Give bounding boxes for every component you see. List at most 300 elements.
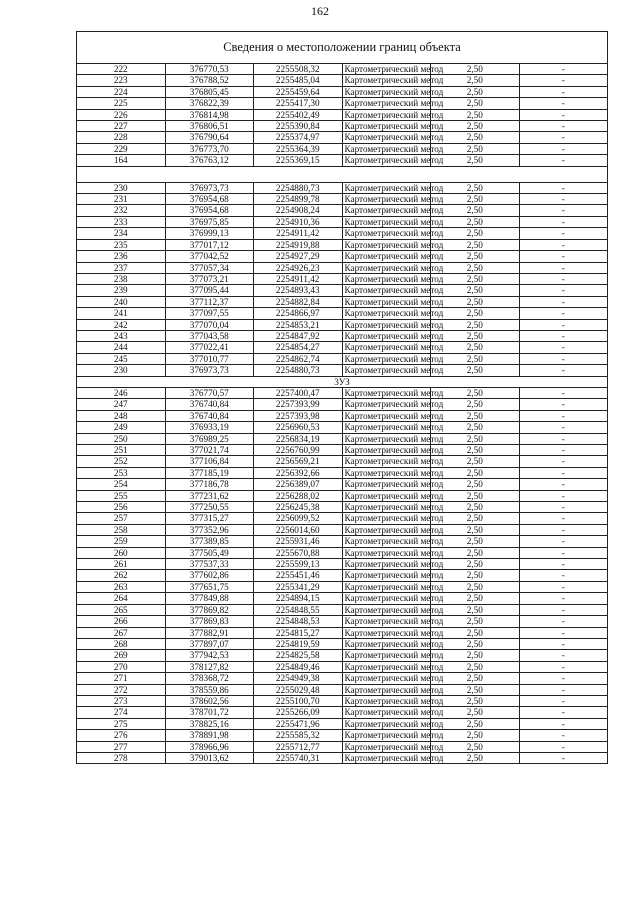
- table-row: [77, 399, 608, 410]
- note-cell: -: [519, 661, 608, 672]
- note-cell: -: [519, 581, 608, 592]
- coord-y-cell: 2254825,58: [254, 650, 343, 661]
- table-row: [77, 342, 608, 353]
- note-cell: -: [519, 121, 608, 132]
- point-number-cell: 258: [77, 524, 166, 535]
- method-cell: Картометрический метод: [342, 342, 431, 353]
- accuracy-cell: 2,50: [431, 524, 520, 535]
- method-cell: Картометрический метод: [342, 627, 431, 638]
- coord-x-cell: 376973,73: [165, 182, 254, 193]
- note-cell: -: [519, 730, 608, 741]
- note-cell: -: [519, 216, 608, 227]
- accuracy-cell: 2,50: [431, 109, 520, 120]
- note-cell: -: [519, 330, 608, 341]
- coord-y-cell: 2254849,46: [254, 661, 343, 672]
- note-cell: -: [519, 387, 608, 398]
- accuracy-cell: 2,50: [431, 399, 520, 410]
- coord-y-cell: 2254927,29: [254, 251, 343, 262]
- table-row: [77, 365, 608, 376]
- point-number-cell: 238: [77, 273, 166, 284]
- table-row: [77, 296, 608, 307]
- point-number-cell: 274: [77, 707, 166, 718]
- accuracy-cell: 2,50: [431, 433, 520, 444]
- note-cell: -: [519, 479, 608, 490]
- method-cell: Картометрический метод: [342, 707, 431, 718]
- point-number-cell: 256: [77, 502, 166, 513]
- method-cell: Картометрический метод: [342, 616, 431, 627]
- accuracy-cell: 2,50: [431, 581, 520, 592]
- method-cell: Картометрический метод: [342, 319, 431, 330]
- method-cell: Картометрический метод: [342, 479, 431, 490]
- coord-x-cell: 377869,83: [165, 616, 254, 627]
- accuracy-cell: 2,50: [431, 285, 520, 296]
- coord-x-cell: 376770,57: [165, 387, 254, 398]
- table-row: [77, 513, 608, 524]
- coord-x-cell: 376822,39: [165, 98, 254, 109]
- coord-y-cell: 2254853,21: [254, 319, 343, 330]
- table-row: [77, 75, 608, 86]
- coord-y-cell: 2254819,59: [254, 638, 343, 649]
- note-cell: -: [519, 155, 608, 166]
- note-cell: -: [519, 308, 608, 319]
- point-number-cell: 278: [77, 752, 166, 763]
- coord-y-cell: 2254911,42: [254, 228, 343, 239]
- point-number-cell: 252: [77, 456, 166, 467]
- accuracy-cell: 2,50: [431, 616, 520, 627]
- table-row: [77, 456, 608, 467]
- point-number-cell: 234: [77, 228, 166, 239]
- coord-x-cell: 377097,55: [165, 308, 254, 319]
- table-row: [77, 752, 608, 763]
- coord-x-cell: 376773,70: [165, 143, 254, 154]
- separator-row: [77, 166, 608, 182]
- coord-x-cell: 377352,96: [165, 524, 254, 535]
- note-cell: -: [519, 64, 608, 75]
- method-cell: Картометрический метод: [342, 155, 431, 166]
- point-number-cell: 272: [77, 684, 166, 695]
- accuracy-cell: 2,50: [431, 387, 520, 398]
- table-row: [77, 536, 608, 547]
- point-number-cell: 269: [77, 650, 166, 661]
- table-row: [77, 155, 608, 166]
- point-number-cell: 263: [77, 581, 166, 592]
- method-cell: Картометрический метод: [342, 752, 431, 763]
- coord-y-cell: 2255508,32: [254, 64, 343, 75]
- table-row: [77, 205, 608, 216]
- accuracy-cell: 2,50: [431, 86, 520, 97]
- coord-y-cell: 2254882,84: [254, 296, 343, 307]
- point-number-cell: 248: [77, 410, 166, 421]
- point-number-cell: 262: [77, 570, 166, 581]
- coord-x-cell: 376740,84: [165, 410, 254, 421]
- coord-x-cell: 377057,34: [165, 262, 254, 273]
- accuracy-cell: 2,50: [431, 730, 520, 741]
- point-number-cell: 230: [77, 365, 166, 376]
- coord-x-cell: 378891,98: [165, 730, 254, 741]
- accuracy-cell: 2,50: [431, 593, 520, 604]
- point-number-cell: 222: [77, 64, 166, 75]
- coord-x-cell: 377106,84: [165, 456, 254, 467]
- coord-y-cell: 2255485,04: [254, 75, 343, 86]
- method-cell: Картометрический метод: [342, 559, 431, 570]
- method-cell: Картометрический метод: [342, 467, 431, 478]
- note-cell: -: [519, 86, 608, 97]
- point-number-cell: 236: [77, 251, 166, 262]
- table-row: [77, 547, 608, 558]
- note-cell: -: [519, 536, 608, 547]
- method-cell: Картометрический метод: [342, 399, 431, 410]
- note-cell: -: [519, 650, 608, 661]
- coord-x-cell: 377186,78: [165, 479, 254, 490]
- method-cell: Картометрический метод: [342, 673, 431, 684]
- accuracy-cell: 2,50: [431, 132, 520, 143]
- note-cell: -: [519, 319, 608, 330]
- point-number-cell: 230: [77, 182, 166, 193]
- accuracy-cell: 2,50: [431, 239, 520, 250]
- coord-y-cell: 2254949,38: [254, 673, 343, 684]
- coord-y-cell: 2254815,27: [254, 627, 343, 638]
- accuracy-cell: 2,50: [431, 752, 520, 763]
- method-cell: Картометрический метод: [342, 650, 431, 661]
- coord-y-cell: 2254910,36: [254, 216, 343, 227]
- note-cell: -: [519, 132, 608, 143]
- coord-x-cell: 378127,82: [165, 661, 254, 672]
- method-cell: Картометрический метод: [342, 75, 431, 86]
- method-cell: Картометрический метод: [342, 98, 431, 109]
- table-row: [77, 239, 608, 250]
- coord-y-cell: 2255369,15: [254, 155, 343, 166]
- table-row: [77, 479, 608, 490]
- accuracy-cell: 2,50: [431, 182, 520, 193]
- table-title: Сведения о местоположении границ объекта: [77, 32, 608, 64]
- table-row: [77, 684, 608, 695]
- coord-x-cell: 376975,85: [165, 216, 254, 227]
- method-cell: Картометрический метод: [342, 536, 431, 547]
- table-row: [77, 638, 608, 649]
- table-row: [77, 353, 608, 364]
- coord-x-cell: 376989,25: [165, 433, 254, 444]
- coord-y-cell: 2255459,64: [254, 86, 343, 97]
- note-cell: -: [519, 365, 608, 376]
- coord-y-cell: 2257393,99: [254, 399, 343, 410]
- accuracy-cell: 2,50: [431, 330, 520, 341]
- note-cell: -: [519, 143, 608, 154]
- point-number-cell: 164: [77, 155, 166, 166]
- table-row: [77, 330, 608, 341]
- method-cell: Картометрический метод: [342, 86, 431, 97]
- coord-x-cell: 377022,41: [165, 342, 254, 353]
- table-row: [77, 524, 608, 535]
- coord-x-cell: 376805,45: [165, 86, 254, 97]
- point-number-cell: 267: [77, 627, 166, 638]
- note-cell: -: [519, 228, 608, 239]
- method-cell: Картометрический метод: [342, 330, 431, 341]
- method-cell: Картометрический метод: [342, 194, 431, 205]
- note-cell: -: [519, 502, 608, 513]
- table-row: [77, 707, 608, 718]
- method-cell: Картометрический метод: [342, 593, 431, 604]
- note-cell: -: [519, 547, 608, 558]
- table-row: [77, 121, 608, 132]
- method-cell: Картометрический метод: [342, 228, 431, 239]
- accuracy-cell: 2,50: [431, 98, 520, 109]
- accuracy-cell: 2,50: [431, 308, 520, 319]
- point-number-cell: 260: [77, 547, 166, 558]
- coord-y-cell: 2254880,73: [254, 365, 343, 376]
- note-cell: -: [519, 604, 608, 615]
- table-row: [77, 86, 608, 97]
- note-cell: -: [519, 98, 608, 109]
- coord-y-cell: 2256014,60: [254, 524, 343, 535]
- method-cell: Картометрический метод: [342, 182, 431, 193]
- table-row: [77, 559, 608, 570]
- method-cell: Картометрический метод: [342, 502, 431, 513]
- point-number-cell: 251: [77, 445, 166, 456]
- coord-y-cell: 2256099,52: [254, 513, 343, 524]
- method-cell: Картометрический метод: [342, 121, 431, 132]
- coord-y-cell: 2256245,38: [254, 502, 343, 513]
- coord-y-cell: 2257393,98: [254, 410, 343, 421]
- note-cell: -: [519, 422, 608, 433]
- table-row: [77, 228, 608, 239]
- method-cell: Картометрический метод: [342, 64, 431, 75]
- coord-x-cell: 376790,64: [165, 132, 254, 143]
- coord-y-cell: 2255670,88: [254, 547, 343, 558]
- note-cell: -: [519, 513, 608, 524]
- coord-x-cell: 377651,75: [165, 581, 254, 592]
- note-cell: -: [519, 707, 608, 718]
- note-cell: -: [519, 559, 608, 570]
- coord-y-cell: 2255931,46: [254, 536, 343, 547]
- table-row: [77, 570, 608, 581]
- coord-x-cell: 377315,27: [165, 513, 254, 524]
- point-number-cell: 231: [77, 194, 166, 205]
- note-cell: -: [519, 342, 608, 353]
- coord-x-cell: 378966,96: [165, 741, 254, 752]
- note-cell: -: [519, 285, 608, 296]
- coord-y-cell: 2255712,77: [254, 741, 343, 752]
- table-row: [77, 490, 608, 501]
- table-row: [77, 695, 608, 706]
- page-number: 162: [311, 4, 329, 18]
- point-number-cell: 250: [77, 433, 166, 444]
- note-cell: -: [519, 524, 608, 535]
- point-number-cell: 268: [77, 638, 166, 649]
- coord-y-cell: 2255364,39: [254, 143, 343, 154]
- coord-y-cell: 2255266,09: [254, 707, 343, 718]
- coord-x-cell: 377185,19: [165, 467, 254, 478]
- point-number-cell: 253: [77, 467, 166, 478]
- coord-y-cell: 2255390,84: [254, 121, 343, 132]
- point-number-cell: 229: [77, 143, 166, 154]
- accuracy-cell: 2,50: [431, 741, 520, 752]
- accuracy-cell: 2,50: [431, 353, 520, 364]
- point-number-cell: 232: [77, 205, 166, 216]
- table-row: [77, 285, 608, 296]
- accuracy-cell: 2,50: [431, 707, 520, 718]
- coord-y-cell: 2254847,92: [254, 330, 343, 341]
- accuracy-cell: 2,50: [431, 143, 520, 154]
- method-cell: Картометрический метод: [342, 109, 431, 120]
- coord-y-cell: 2254880,73: [254, 182, 343, 193]
- method-cell: Картометрический метод: [342, 422, 431, 433]
- coord-x-cell: 378559,86: [165, 684, 254, 695]
- coord-x-cell: 377537,33: [165, 559, 254, 570]
- point-number-cell: 257: [77, 513, 166, 524]
- note-cell: -: [519, 570, 608, 581]
- note-cell: -: [519, 433, 608, 444]
- coord-x-cell: 377021,74: [165, 445, 254, 456]
- coord-y-cell: 2255451,46: [254, 570, 343, 581]
- accuracy-cell: 2,50: [431, 273, 520, 284]
- coord-x-cell: 377602,86: [165, 570, 254, 581]
- method-cell: Картометрический метод: [342, 695, 431, 706]
- point-number-cell: 277: [77, 741, 166, 752]
- table-row: [77, 627, 608, 638]
- method-cell: Картометрический метод: [342, 730, 431, 741]
- method-cell: Картометрический метод: [342, 547, 431, 558]
- table-row: [77, 433, 608, 444]
- accuracy-cell: 2,50: [431, 155, 520, 166]
- note-cell: -: [519, 616, 608, 627]
- point-number-cell: 235: [77, 239, 166, 250]
- coord-x-cell: 378825,16: [165, 718, 254, 729]
- method-cell: Картометрический метод: [342, 638, 431, 649]
- coord-x-cell: 376806,51: [165, 121, 254, 132]
- coord-y-cell: 2256760,99: [254, 445, 343, 456]
- table-row: [77, 730, 608, 741]
- coord-y-cell: 2255417,30: [254, 98, 343, 109]
- point-number-cell: 255: [77, 490, 166, 501]
- accuracy-cell: 2,50: [431, 695, 520, 706]
- table-row: [77, 216, 608, 227]
- table-row: [77, 593, 608, 604]
- accuracy-cell: 2,50: [431, 228, 520, 239]
- point-number-cell: 245: [77, 353, 166, 364]
- coord-y-cell: 2255100,70: [254, 695, 343, 706]
- section-label: 3УЗ: [77, 376, 608, 387]
- method-cell: Картометрический метод: [342, 143, 431, 154]
- coord-y-cell: 2254911,42: [254, 273, 343, 284]
- accuracy-cell: 2,50: [431, 604, 520, 615]
- coord-y-cell: 2256960,53: [254, 422, 343, 433]
- table-row: [77, 741, 608, 752]
- point-number-cell: 239: [77, 285, 166, 296]
- method-cell: Картометрический метод: [342, 251, 431, 262]
- point-number-cell: 259: [77, 536, 166, 547]
- note-cell: -: [519, 410, 608, 421]
- coord-y-cell: 2255599,13: [254, 559, 343, 570]
- coord-x-cell: 377043,58: [165, 330, 254, 341]
- coord-x-cell: 379013,62: [165, 752, 254, 763]
- method-cell: Картометрический метод: [342, 581, 431, 592]
- accuracy-cell: 2,50: [431, 319, 520, 330]
- coord-x-cell: 378602,56: [165, 695, 254, 706]
- point-number-cell: 242: [77, 319, 166, 330]
- section-row: [77, 376, 608, 387]
- coord-x-cell: 377095,44: [165, 285, 254, 296]
- accuracy-cell: 2,50: [431, 75, 520, 86]
- note-cell: -: [519, 627, 608, 638]
- accuracy-cell: 2,50: [431, 650, 520, 661]
- point-number-cell: 225: [77, 98, 166, 109]
- table-row: [77, 98, 608, 109]
- method-cell: Картометрический метод: [342, 387, 431, 398]
- note-cell: -: [519, 718, 608, 729]
- point-number-cell: 271: [77, 673, 166, 684]
- separator-cell: [77, 166, 608, 182]
- method-cell: Картометрический метод: [342, 524, 431, 535]
- note-cell: -: [519, 239, 608, 250]
- table-row: [77, 616, 608, 627]
- coord-y-cell: 2254899,78: [254, 194, 343, 205]
- method-cell: Картометрический метод: [342, 456, 431, 467]
- accuracy-cell: 2,50: [431, 490, 520, 501]
- coord-y-cell: 2254908,24: [254, 205, 343, 216]
- method-cell: Картометрический метод: [342, 410, 431, 421]
- coord-x-cell: 377073,21: [165, 273, 254, 284]
- coord-y-cell: 2254854,27: [254, 342, 343, 353]
- method-cell: Картометрический метод: [342, 445, 431, 456]
- accuracy-cell: 2,50: [431, 570, 520, 581]
- method-cell: Картометрический метод: [342, 718, 431, 729]
- note-cell: -: [519, 194, 608, 205]
- table-row: [77, 387, 608, 398]
- coord-y-cell: 2255585,32: [254, 730, 343, 741]
- note-cell: -: [519, 399, 608, 410]
- note-cell: -: [519, 638, 608, 649]
- method-cell: Картометрический метод: [342, 661, 431, 672]
- accuracy-cell: 2,50: [431, 718, 520, 729]
- table-row: [77, 650, 608, 661]
- point-number-cell: 265: [77, 604, 166, 615]
- coord-y-cell: 2254894,15: [254, 593, 343, 604]
- table-row: [77, 251, 608, 262]
- accuracy-cell: 2,50: [431, 684, 520, 695]
- coord-y-cell: 2256834,19: [254, 433, 343, 444]
- accuracy-cell: 2,50: [431, 456, 520, 467]
- method-cell: Картометрический метод: [342, 308, 431, 319]
- note-cell: -: [519, 445, 608, 456]
- table-row: [77, 182, 608, 193]
- coord-x-cell: 377112,37: [165, 296, 254, 307]
- method-cell: Картометрический метод: [342, 353, 431, 364]
- coord-x-cell: 376933,19: [165, 422, 254, 433]
- note-cell: -: [519, 593, 608, 604]
- table-row: [77, 661, 608, 672]
- coord-x-cell: 377250,55: [165, 502, 254, 513]
- coord-y-cell: 2255029,48: [254, 684, 343, 695]
- note-cell: -: [519, 752, 608, 763]
- accuracy-cell: 2,50: [431, 296, 520, 307]
- point-number-cell: 264: [77, 593, 166, 604]
- coord-y-cell: 2254848,53: [254, 616, 343, 627]
- table-row: [77, 319, 608, 330]
- table-row: [77, 273, 608, 284]
- coord-y-cell: 2255740,31: [254, 752, 343, 763]
- point-number-cell: 254: [77, 479, 166, 490]
- point-number-cell: 244: [77, 342, 166, 353]
- note-cell: -: [519, 251, 608, 262]
- coord-y-cell: 2255374,97: [254, 132, 343, 143]
- coord-x-cell: 376954,68: [165, 194, 254, 205]
- point-number-cell: 223: [77, 75, 166, 86]
- coord-x-cell: 376814,98: [165, 109, 254, 120]
- coord-y-cell: 2257400,47: [254, 387, 343, 398]
- method-cell: Картометрический метод: [342, 132, 431, 143]
- table-row: [77, 718, 608, 729]
- table-title-row: [77, 32, 608, 64]
